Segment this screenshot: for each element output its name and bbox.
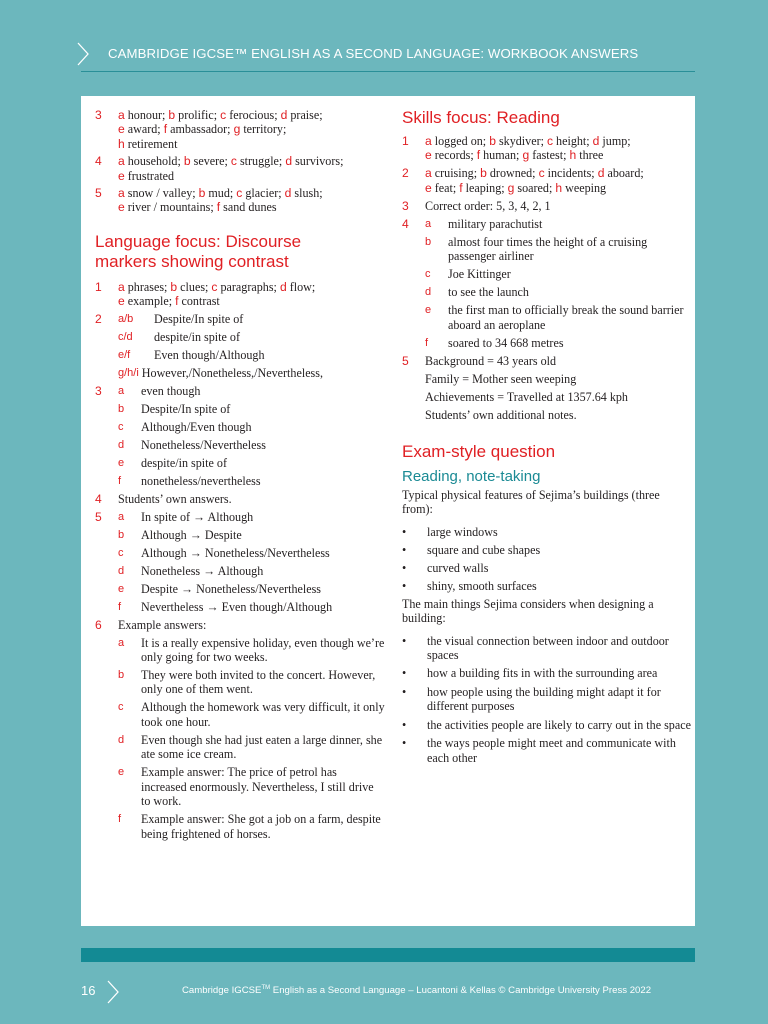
item-text: frustrated — [124, 168, 175, 183]
item-text: ambassador; — [167, 122, 234, 137]
question-number: 1 — [95, 279, 102, 294]
section-heading-language-focus — [95, 232, 385, 272]
answer-2 — [95, 312, 385, 380]
item-label: b — [168, 108, 176, 122]
item-label: d — [592, 134, 600, 148]
item-text: even though — [141, 383, 201, 398]
item-label: b — [118, 402, 125, 415]
item-label: c — [220, 108, 227, 122]
question-number: 4 — [402, 216, 409, 231]
item-text: military parachutist — [448, 216, 543, 231]
answer-line: Family = Mother seen weeping — [425, 371, 577, 386]
item-label: a — [425, 134, 432, 148]
question-number: 3 — [95, 108, 102, 122]
item-label: c — [211, 279, 218, 294]
item-label: e — [118, 294, 125, 309]
item-text: incidents; — [544, 166, 598, 181]
item-text: Even though/Although — [154, 347, 265, 362]
list-item — [118, 474, 385, 488]
item-text: leaping; — [462, 180, 508, 195]
answer-3 — [95, 108, 385, 151]
list-item — [118, 510, 385, 524]
question-number: 3 — [402, 198, 409, 213]
page-header — [0, 0, 768, 74]
item-label: e — [118, 766, 125, 779]
item-text: example; — [124, 294, 176, 309]
item-text: Nevertheless → Even though/Although — [141, 599, 333, 614]
item-text: It is a really expensive holiday, even though we’re only going for two weeks. — [141, 635, 385, 665]
item-text: Although → Despite — [141, 527, 242, 542]
item-text: river / mountains; — [124, 200, 217, 215]
item-label: c — [236, 186, 243, 201]
list-item — [425, 267, 692, 281]
answer-line: Background = 43 years old — [425, 353, 557, 368]
list-item — [402, 736, 692, 765]
item-label: b — [118, 669, 125, 682]
item-label: b — [480, 166, 487, 181]
item-label: d — [118, 564, 125, 577]
item-label: h — [555, 180, 563, 195]
answer-5 — [402, 354, 692, 422]
item-label: f — [175, 294, 179, 309]
item-text: prolific; — [175, 108, 221, 122]
item-label: d — [285, 154, 293, 169]
answer-3b — [95, 384, 385, 488]
item-label: g/h/i — [118, 366, 139, 379]
answer-5b — [95, 510, 385, 614]
item-text: honour; — [124, 108, 169, 122]
item-text: Although the homework was very difficult, it only took one hour. — [141, 700, 385, 729]
item-text: feat; — [431, 180, 460, 195]
credit-text: Cambridge IGCSE — [182, 985, 262, 997]
answer-4b — [95, 492, 385, 506]
item-label: a — [425, 217, 432, 230]
item-text: Even though she had just eaten a large dinner, she ate some ice cream. — [141, 732, 383, 762]
item-label: b — [118, 528, 125, 541]
list-item — [118, 384, 385, 398]
list-item — [402, 718, 692, 732]
bullet-icon: • — [402, 666, 407, 681]
item-label: c — [230, 154, 237, 169]
heading-line: markers showing contrast — [95, 251, 289, 271]
section-heading-skills-focus: Skills focus: Reading — [402, 108, 560, 127]
features-list — [402, 525, 692, 593]
answer-text: Correct order: 5, 3, 4, 2, 1 — [425, 198, 551, 213]
item-text: nonetheless/nevertheless — [141, 473, 261, 488]
item-label: e — [118, 200, 125, 215]
answer-text: Students’ own answers. — [118, 491, 232, 506]
list-item — [402, 666, 692, 680]
list-item — [118, 668, 385, 697]
item-text: skydiver; — [495, 134, 547, 148]
list-item — [118, 600, 385, 614]
features-intro: Typical physical features of Sejima’s buildings (three from): — [402, 488, 660, 517]
item-label: a — [118, 279, 125, 294]
item-label: e/f — [118, 348, 131, 361]
item-label: d — [425, 286, 432, 299]
list-item — [402, 561, 692, 575]
item-text: Nonetheless/Nevertheless — [141, 437, 266, 452]
list-item — [118, 733, 385, 762]
answer-6 — [95, 618, 385, 841]
item-label: c — [118, 701, 124, 714]
item-label: f — [216, 200, 221, 215]
item-label: f — [476, 148, 481, 163]
question-number: 4 — [95, 491, 102, 506]
question-number: 6 — [95, 617, 102, 632]
answer-2 — [402, 166, 692, 195]
list-item — [425, 285, 692, 299]
item-label: c — [425, 268, 431, 281]
item-text: sand dunes — [220, 200, 277, 215]
answer-items — [118, 510, 385, 614]
item-text: survivors; — [292, 154, 344, 169]
item-text: the first man to officially break the sound barrier aboard an aeroplane — [448, 303, 684, 332]
item-text: to see the launch — [448, 285, 529, 300]
item-text: height; — [553, 134, 593, 148]
item-text: despite/in spite of — [154, 329, 240, 344]
item-text: three — [576, 148, 604, 163]
list-item — [118, 765, 385, 808]
list-item — [402, 634, 692, 663]
item-text: paragraphs; — [217, 279, 280, 294]
bullet-icon: • — [402, 542, 407, 557]
item-text: Although/Even though — [141, 419, 252, 434]
item-text: household; — [124, 154, 184, 169]
list-item — [118, 402, 385, 416]
item-text: severe; — [190, 154, 231, 169]
bullet-icon: • — [402, 684, 407, 699]
subheading-reading-note-taking: Reading, note-taking — [402, 468, 541, 486]
item-text: snow / valley; — [124, 186, 199, 201]
question-number: 2 — [402, 166, 409, 181]
list-item — [118, 438, 385, 452]
item-text: flow; — [286, 279, 316, 294]
list-item — [402, 525, 692, 539]
question-number: 5 — [95, 509, 102, 524]
item-label: d — [284, 186, 292, 201]
item-text: territory; — [240, 122, 287, 137]
item-text: aboard; — [604, 166, 644, 181]
question-number: 3 — [95, 383, 102, 398]
header-divider — [81, 71, 695, 72]
item-text: Despite → Nonetheless/Nevertheless — [141, 581, 322, 596]
item-text: struggle; — [236, 154, 286, 169]
item-text: soared; — [514, 180, 556, 195]
answer-5 — [95, 186, 385, 215]
item-label: g — [522, 148, 530, 163]
bullet-icon: • — [402, 633, 407, 648]
answer-3 — [402, 199, 692, 213]
item-text: mud; — [205, 186, 237, 201]
item-label: e — [118, 122, 125, 137]
item-text: large windows — [427, 524, 498, 539]
item-text: cruising; — [431, 166, 481, 181]
answer-items — [118, 312, 385, 380]
item-text: Example answer: The price of petrol has increased enormously. Nevertheless, I still drive to work. — [141, 765, 374, 809]
item-text: However,/Nonetheless,/Nevertheless, — [141, 365, 323, 380]
answer-text — [425, 166, 692, 195]
item-text: curved walls — [427, 560, 489, 575]
list-item — [118, 812, 385, 841]
item-text: contrast — [178, 294, 220, 309]
list-item — [118, 582, 385, 596]
item-text: the visual connection between indoor and outdoor spaces — [427, 633, 669, 663]
answer-line: Achievements = Travelled at 1357.64 kph — [425, 389, 628, 404]
item-text: despite/in spite of — [141, 455, 227, 470]
item-text: Example answer: She got a job on a farm, despite being frightened of horses. — [141, 812, 381, 841]
item-text: slush; — [291, 186, 323, 201]
item-text: records; — [431, 148, 477, 163]
section-heading-exam-style: Exam-style question — [402, 442, 556, 462]
item-label: e — [118, 168, 125, 183]
item-label: f — [425, 336, 429, 349]
chevron-right-icon — [106, 980, 120, 1004]
item-label: a/b — [118, 312, 134, 325]
footer-credit — [182, 985, 651, 996]
list-item — [402, 685, 692, 714]
item-text: how people using the building might adapt it for different purposes — [427, 684, 661, 714]
bullet-icon: • — [402, 524, 407, 539]
item-label: e — [118, 456, 125, 469]
answer-1 — [95, 280, 385, 309]
item-label: b — [183, 154, 191, 169]
item-label: h — [118, 136, 125, 151]
item-label: b — [489, 134, 496, 148]
list-item — [118, 330, 385, 344]
item-text: human; — [480, 148, 523, 163]
item-label: b — [425, 235, 432, 248]
item-label: d — [118, 438, 125, 451]
list-item — [118, 366, 385, 380]
list-item — [425, 303, 692, 332]
item-label: a — [118, 384, 125, 397]
list-item — [425, 336, 692, 350]
item-label: f — [118, 474, 122, 487]
item-label: b — [170, 279, 178, 294]
item-text: logged on; — [431, 134, 490, 148]
item-label: f — [163, 122, 168, 137]
item-label: e — [118, 582, 125, 595]
item-label: c/d — [118, 330, 133, 343]
list-item — [118, 420, 385, 434]
question-number: 2 — [95, 311, 102, 326]
item-text: ferocious; — [226, 108, 281, 122]
item-label: h — [569, 148, 577, 163]
item-label: c — [538, 166, 545, 181]
question-number: 5 — [95, 186, 102, 201]
item-label: d — [279, 279, 287, 294]
bullet-icon: • — [402, 578, 407, 593]
left-column — [95, 108, 385, 841]
item-text: how a building fits in with the surrounding area — [427, 666, 658, 681]
answer-intro: Example answers: — [118, 617, 207, 632]
item-label: c — [546, 134, 554, 148]
list-item — [118, 700, 385, 729]
item-text: praise; — [287, 108, 323, 122]
header-title: CAMBRIDGE IGCSE™ ENGLISH AS A SECOND LANGUAGE: WORKBOOK ANSWERS — [108, 46, 639, 61]
item-label: a — [118, 186, 125, 201]
item-text: Joe Kittinger — [448, 267, 511, 282]
page-number: 16 — [81, 983, 96, 998]
item-text: clues; — [177, 279, 212, 294]
item-label: c — [118, 546, 124, 559]
considers-list — [402, 634, 692, 765]
answer-4 — [95, 154, 385, 183]
chevron-right-icon — [76, 42, 90, 66]
item-text: almost four times the height of a cruising passenger airliner — [448, 234, 648, 264]
answer-text — [118, 280, 385, 309]
list-item — [118, 528, 385, 542]
item-text: shiny, smooth surfaces — [427, 578, 537, 593]
answer-line: Students’ own additional notes. — [425, 407, 577, 422]
heading-line: Language focus: Discourse — [95, 231, 302, 251]
item-text: drowned; — [486, 166, 539, 181]
bullet-icon: • — [402, 736, 407, 751]
answer-items — [118, 384, 385, 488]
item-text: soared to 34 668 metres — [448, 335, 564, 350]
list-item — [402, 579, 692, 593]
item-label: e — [425, 148, 432, 163]
item-label: e — [425, 180, 432, 195]
item-text: glacier; — [242, 186, 285, 201]
question-number: 4 — [95, 154, 102, 169]
item-text: They were both invited to the concert. However, only one of them went. — [141, 668, 376, 697]
right-column — [402, 108, 692, 765]
item-text: the activities people are likely to carry out in the space — [427, 717, 691, 732]
item-label: g — [507, 180, 515, 195]
item-label: a — [118, 510, 125, 523]
item-text: phrases; — [124, 279, 171, 294]
item-text: the ways people might meet and communicate with each other — [427, 736, 676, 765]
item-label: c — [118, 420, 124, 433]
item-text: fastest; — [529, 148, 570, 163]
item-text: Despite/In spite of — [141, 401, 231, 416]
item-label: f — [118, 813, 122, 826]
item-label: d — [280, 108, 288, 122]
item-label: d — [118, 733, 125, 746]
answer-text — [118, 154, 385, 183]
trademark-sup: TM — [261, 985, 271, 991]
answer-items — [425, 217, 692, 350]
answer-4 — [402, 217, 692, 350]
list-item — [118, 312, 385, 326]
item-label: f — [118, 600, 122, 613]
credit-text: English as a Second Language – Lucantoni & Kellas © Cambridge University Press 2022 — [270, 985, 652, 997]
footer-band — [81, 948, 695, 962]
item-label: a — [425, 166, 432, 181]
item-label: a — [118, 636, 125, 649]
item-text: Although → Nonetheless/Nevertheless — [141, 545, 330, 560]
bullet-icon: • — [402, 560, 407, 575]
answer-lines — [425, 354, 692, 422]
item-label: d — [597, 166, 605, 181]
list-item — [118, 546, 385, 560]
answer-text — [118, 186, 385, 215]
item-text: Despite/In spite of — [154, 311, 244, 326]
item-label: g — [233, 122, 241, 137]
item-text: weeping — [562, 180, 607, 195]
list-item — [402, 543, 692, 557]
list-item — [425, 217, 692, 231]
item-label: a — [118, 108, 125, 122]
list-item — [118, 564, 385, 578]
item-text: retirement — [124, 136, 178, 151]
item-label: f — [459, 180, 463, 195]
answer-items — [118, 618, 385, 841]
answer-1 — [402, 134, 692, 163]
answer-text — [118, 108, 385, 151]
answer-text — [425, 134, 692, 163]
question-number: 5 — [402, 353, 409, 368]
item-text: jump; — [599, 134, 631, 148]
list-item — [118, 456, 385, 470]
bullet-icon: • — [402, 717, 407, 732]
item-label: e — [425, 304, 432, 317]
list-item — [118, 348, 385, 362]
question-number: 1 — [402, 134, 409, 148]
item-label: a — [118, 154, 125, 169]
item-label: b — [198, 186, 206, 201]
considers-intro: The main things Sejima considers when designing a building: — [402, 596, 654, 626]
list-item — [425, 235, 692, 264]
list-item — [118, 636, 385, 665]
item-text: In spite of → Although — [141, 509, 254, 524]
item-text: award; — [124, 122, 164, 137]
item-text: square and cube shapes — [427, 542, 541, 557]
item-text: Nonetheless → Although — [141, 563, 264, 578]
